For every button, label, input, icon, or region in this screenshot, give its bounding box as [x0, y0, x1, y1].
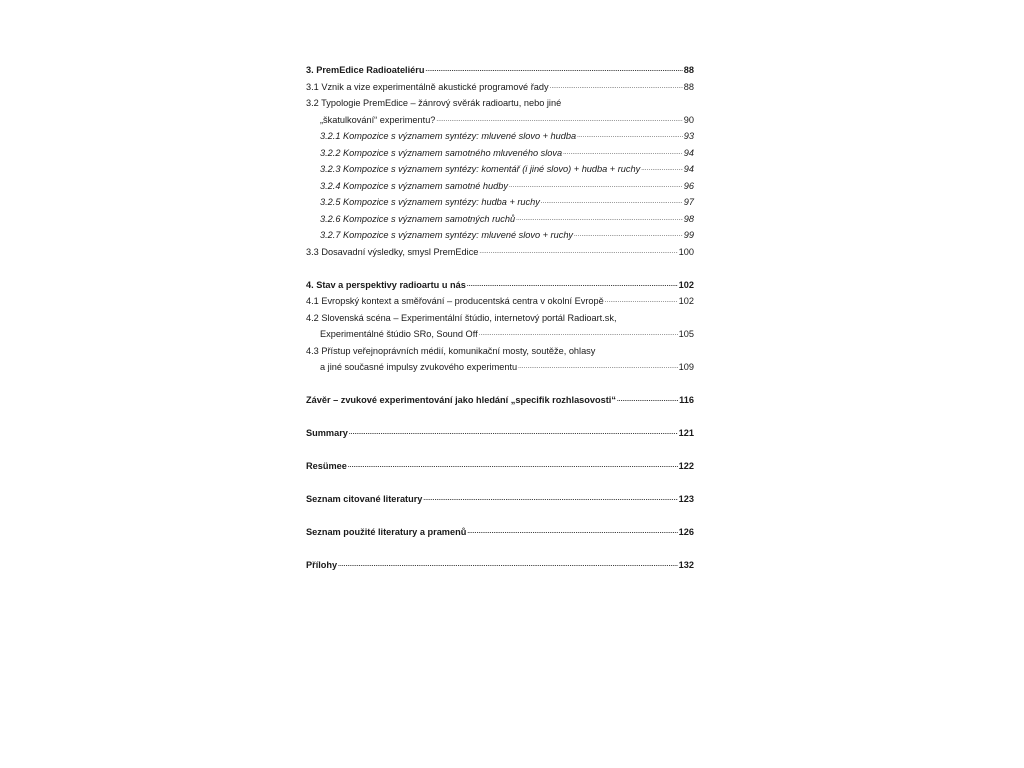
- toc-entry-title: 4.2 Slovenská scéna – Experimentální štúdio, internetový portál Radioart.sk,: [306, 312, 617, 323]
- toc-entry-title: Experimentálné štúdio SRo, Sound Off: [320, 329, 478, 339]
- toc-entry-title: a jiné současné impulsy zvukového experimentu: [320, 362, 518, 372]
- toc-entry-title: Závěr – zvukové experimentování jako hledání „specifik rozhlasovosti“: [306, 395, 616, 405]
- toc-entry: [306, 293, 694, 310]
- toc-entry-title: Seznam použité literatury a pramenů: [306, 527, 467, 537]
- toc-entry-page-number: 105: [678, 329, 694, 339]
- toc-entry-page-number: 94: [683, 147, 694, 158]
- dot-leader: [348, 456, 678, 475]
- toc-entry: [306, 326, 694, 343]
- dot-leader: [467, 522, 677, 541]
- toc-entry: [306, 425, 694, 442]
- toc-entry-page-number: 96: [683, 180, 694, 191]
- table-of-contents: [306, 62, 694, 574]
- toc-entry-title: 4.3 Přístup veřejnoprávních médií, komunikační mosty, soutěže, ohlasy: [306, 345, 596, 356]
- toc-entry: [306, 392, 694, 409]
- toc-entry-page-number: 93: [683, 131, 694, 141]
- toc-entry: [306, 79, 694, 96]
- dot-leader: [479, 324, 678, 343]
- toc-entry-title: 3.1 Vznik a vize experimentálně akustické programové řady: [306, 81, 549, 92]
- toc-entry-title: 3. PremEdice Radioateliéru: [306, 65, 425, 75]
- dot-leader: [479, 242, 677, 261]
- toc-entry-title: 3.2.6 Kompozice s významem samotných ruchů: [320, 213, 516, 224]
- toc-entry-title: 3.3 Dosavadní výsledky, smysl PremEdice: [306, 246, 479, 257]
- toc-entry-title: 3.2.1 Kompozice s významem syntézy: mluvené slovo + hudba: [320, 131, 577, 141]
- dot-leader: [617, 390, 678, 409]
- toc-entry-page-number: 88: [683, 81, 694, 92]
- toc-entry-page-number: 102: [678, 279, 694, 290]
- dot-leader: [550, 77, 683, 96]
- toc-entry-title: 3.2.3 Kompozice s významem syntézy: komentář (i jiné slovo) + hudba + ruchy: [320, 164, 641, 174]
- toc-entry-title: 3.2.2 Kompozice s významem samotného mluveného slova: [320, 147, 563, 158]
- toc-entry-page-number: 102: [678, 296, 694, 306]
- toc-entry-page-number: 123: [678, 494, 694, 504]
- toc-entry-page-number: 88: [683, 65, 694, 75]
- toc-entry-title: Resümee: [306, 461, 347, 471]
- toc-entry-page-number: 132: [678, 560, 694, 570]
- toc-entry-title: „škatulkování“ experimentu?: [320, 114, 436, 125]
- toc-entry-page-number: 100: [678, 246, 694, 257]
- toc-entry-page-number: 97: [683, 197, 694, 207]
- toc-entry-title: 3.2.5 Kompozice s významem syntézy: hudba + ruchy: [320, 197, 540, 207]
- dot-leader: [349, 423, 678, 442]
- dot-leader: [423, 489, 677, 508]
- toc-entry-page-number: 98: [683, 213, 694, 224]
- toc-entry-title: Přílohy: [306, 560, 338, 570]
- toc-entry-title: 3.2 Typologie PremEdice – žánrový svěrák radioartu, nebo jiné: [306, 98, 562, 108]
- toc-entry-page-number: 99: [683, 230, 694, 240]
- toc-entry-page-number: 90: [683, 114, 694, 125]
- toc-entry-title: 4.1 Evropský kontext a směřování – producentská centra v okolní Evropě: [306, 296, 604, 306]
- toc-entry: [306, 244, 694, 261]
- toc-entry: [306, 145, 694, 162]
- toc-entry-title: Summary: [306, 428, 348, 438]
- toc-entry-page-number: 126: [678, 527, 694, 537]
- toc-entry-title: Seznam citované literatury: [306, 494, 423, 504]
- dot-leader: [338, 555, 678, 574]
- toc-entry-title: 3.2.4 Kompozice s významem samotné hudby: [320, 180, 508, 191]
- toc-entry-title: 3.2.7 Kompozice s významem syntézy: mluvené slovo + ruchy: [320, 230, 574, 240]
- toc-entry: [306, 524, 694, 541]
- toc-entry-page-number: 122: [678, 461, 694, 471]
- toc-entry: [306, 557, 694, 574]
- toc-entry-page-number: 94: [683, 164, 694, 174]
- toc-entry-title: 4. Stav a perspektivy radioartu u nás: [306, 279, 466, 290]
- dot-leader: [518, 357, 678, 376]
- toc-entry: [306, 491, 694, 508]
- toc-entry: [306, 359, 694, 376]
- dot-leader: [605, 291, 678, 310]
- toc-entry: [306, 458, 694, 475]
- toc-entry-page-number: 121: [678, 428, 694, 438]
- toc-entry-page-number: 109: [678, 362, 694, 372]
- toc-entry-page-number: 116: [679, 395, 694, 405]
